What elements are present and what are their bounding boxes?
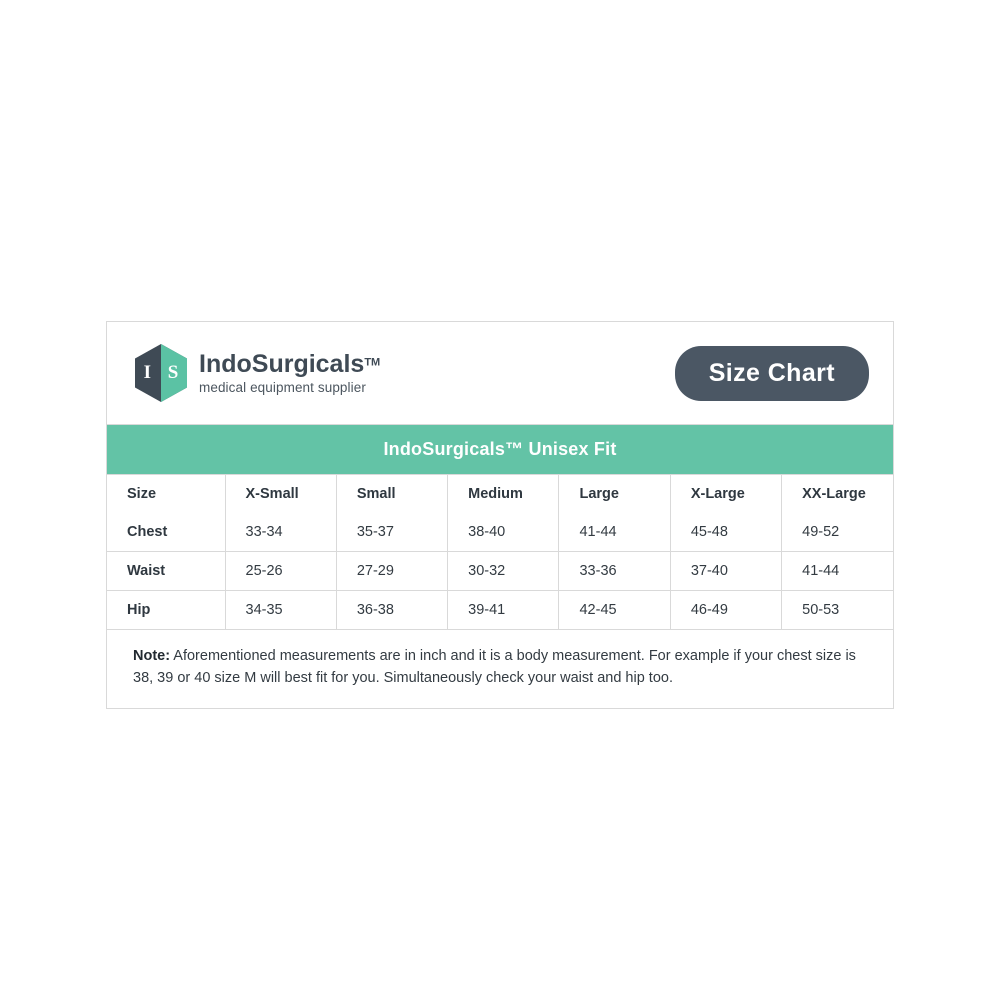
cell-chest-large: 41-44 xyxy=(559,513,670,552)
cell-waist-small: 27-29 xyxy=(336,552,447,591)
size-chart-badge: Size Chart xyxy=(675,346,869,401)
table-header-row xyxy=(107,475,893,513)
table-row xyxy=(107,552,893,591)
note-text: Aforementioned measurements are in inch and it is a body measurement. For example if your chest size is 38, 39 or 40 size M will best fit for you. Simultaneously check your waist and hip too. xyxy=(133,648,856,686)
cell-hip-x-large: 46-49 xyxy=(670,591,781,630)
column-header-size: Size xyxy=(107,475,225,513)
brand-tagline: medical equipment supplier xyxy=(199,379,366,395)
unisex-fit-banner: IndoSurgicals™ Unisex Fit xyxy=(107,425,893,475)
cell-chest-xx-large: 49-52 xyxy=(782,513,893,552)
cell-waist-x-small: 25-26 xyxy=(225,552,336,591)
cell-waist-medium: 30-32 xyxy=(448,552,559,591)
cell-hip-x-small: 34-35 xyxy=(225,591,336,630)
cell-chest-x-small: 33-34 xyxy=(225,513,336,552)
cell-hip-small: 36-38 xyxy=(336,591,447,630)
cell-hip-large: 42-45 xyxy=(559,591,670,630)
size-table xyxy=(107,475,893,629)
row-label-waist: Waist xyxy=(107,552,225,591)
brand-text xyxy=(199,351,380,394)
brand-name-line xyxy=(199,351,380,377)
column-header-medium: Medium xyxy=(448,475,559,513)
cell-chest-small: 35-37 xyxy=(336,513,447,552)
column-header-small: Small xyxy=(336,475,447,513)
size-chart-card xyxy=(106,321,894,709)
note-label: Note: xyxy=(133,648,171,664)
brand-block xyxy=(135,344,380,402)
column-header-x-large: X-Large xyxy=(670,475,781,513)
table-row xyxy=(107,591,893,630)
cell-waist-x-large: 37-40 xyxy=(670,552,781,591)
brand-name-secondary: Surgicals xyxy=(251,350,365,379)
column-header-xx-large: XX-Large xyxy=(802,486,866,502)
trademark-symbol: TM xyxy=(364,356,381,369)
brand-name-primary: Indo xyxy=(199,350,252,379)
cell-waist-xx-large: 41-44 xyxy=(782,552,893,591)
row-label-hip: Hip xyxy=(107,591,225,630)
logo-letters: I S xyxy=(143,362,185,383)
cell-chest-x-large: 45-48 xyxy=(670,513,781,552)
cell-waist-large: 33-36 xyxy=(559,552,670,591)
row-label-chest: Chest xyxy=(107,513,225,552)
hexagon-logo-icon xyxy=(135,344,187,402)
cell-hip-medium: 39-41 xyxy=(448,591,559,630)
cell-hip-xx-large: 50-53 xyxy=(802,602,840,618)
column-header-x-small: X-Small xyxy=(225,475,336,513)
column-header-large: Large xyxy=(559,475,670,513)
note-section xyxy=(107,629,893,708)
cell-chest-medium: 38-40 xyxy=(448,513,559,552)
table-row xyxy=(107,513,893,552)
card-header xyxy=(107,322,893,425)
